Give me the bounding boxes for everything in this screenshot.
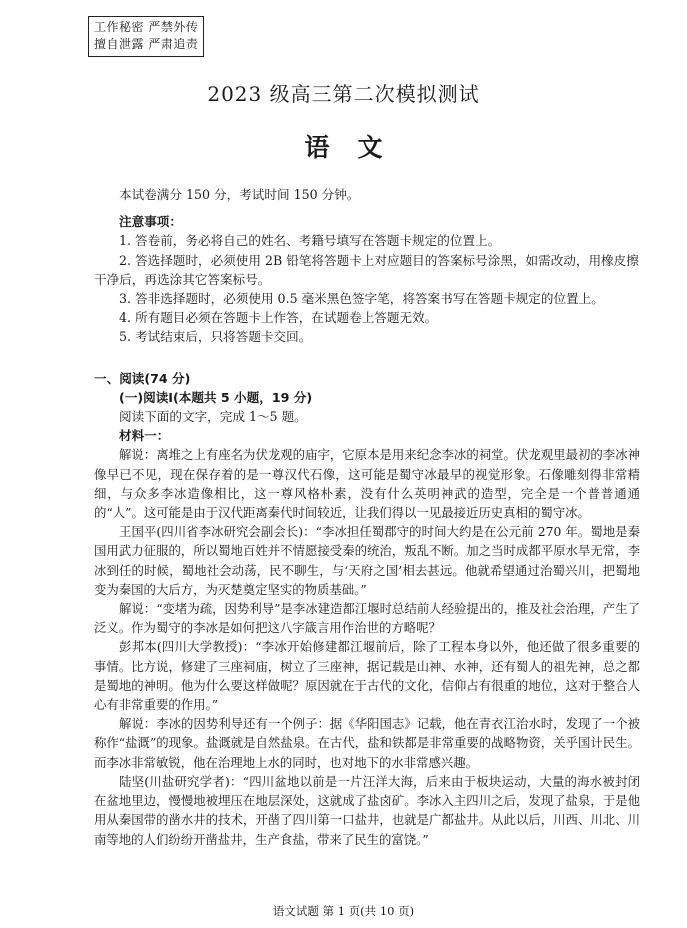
note-item: 1. 答卷前，务必将自己的姓名、考籍号填写在答题卡规定的位置上。 [119, 233, 501, 249]
material-paragraph: 王国平(四川省李冰研究会副会长)：“李冰担任蜀郡守的时间大约是在公元前 270 年。蜀地是秦国用武力征服的，所以蜀地百姓并不情愿接受秦的统治，叛乱不断。加之当时成都平原水旱无常，李冰到任的时候，蜀地社会动荡，民不聊生，与‘天府之国’相去甚远。他就希望通过治蜀兴川，把蜀地变为秦国的大后方，为灭楚奠定坚实的物质基础。” [94, 524, 640, 597]
notes-heading: 注意事项： [119, 214, 182, 230]
exam-intro: 本试卷满分 150 分，考试时间 150 分钟。 [119, 187, 360, 202]
note-item: 2. 答选择题时，必须使用 2B 铅笔将答题卡上对应题目的答案标号涂黑，如需改动，用橡皮擦干净后，再选涂其它答案标号。 [94, 252, 639, 287]
note-item: 3. 答非选择题时，必须使用 0.5 毫米黑色签字笔，将答案书写在答题卡规定的位置上。 [119, 291, 604, 307]
page-footer: 语文试题 第 1 页(共 10 页) [272, 904, 415, 918]
subject-title: 语文 [304, 133, 411, 162]
material-paragraph: 彭邦本(四川大学教授)：“李冰开始修建都江堰前后，除了工程本身以外，他还做了很多重要的事情。比方说，修建了三座祠庙，树立了三座神，据记载是山神、水神，还有蜀人的祖先神，总之都是蜀地的神明。他为什么要这样做呢？原因就在于古代的文化，信仰占有很重的地位，这对于整合人心有非常重要的作用。” [94, 639, 640, 713]
reading-instruction: 阅读下面的文字，完成 1～5 题。 [119, 409, 307, 425]
note-item: 5. 考试结束后，只将答题卡交回。 [119, 329, 312, 345]
subsection-heading: (一)阅读Ⅰ(本题共 5 小题，19 分) [119, 389, 313, 405]
page-content [94, 185, 640, 849]
section-heading: 一、阅读(74 分) [94, 370, 191, 386]
note-item: 4. 所有题目必须在答题卡上作答，在试题卷上答题无效。 [119, 310, 438, 326]
stamp-line-2: 擅自泄露 严肃追责 [94, 37, 199, 51]
material-paragraph: 陆坚(川盐研究学者)：“四川盆地以前是一片汪洋大海，后来由于板块运动，大量的海水被封闭在盆地里边，慢慢地被埋压在地层深处，这就成了盐卤矿。李冰入主四川之后，发现了盐泉，于是他用从秦国带的凿水井的技术，开凿了四川第一口盐井，也就是广都盐井。从此以后，川西、川北、川南等地的人们纷纷开凿盐井，生产食盐，带来了民生的富饶。” [94, 773, 640, 847]
material-paragraph: 解说：李冰的因势利导还有一个例子：据《华阳国志》记载，他在青衣江治水时，发现了一个被称作“盐溉”的现象。盐溉就是自然盐泉。在古代，盐和铁都是非常重要的战略物资，关乎国计民生。而李冰非常敏锐，他在治理地上水的同时，也对地下的水非常感兴趣。 [94, 716, 640, 770]
confidentiality-stamp [88, 16, 204, 57]
material-paragraph: 解说：“变堵为疏，因势利导”是李冰建造都江堰时总结前人经验提出的，推及社会治理，产生了泛义。作为蜀守的李冰是如何把这八字箴言用作治世的方略呢？ [94, 601, 640, 636]
material-label: 材料一： [119, 428, 170, 444]
material-paragraph: 解说：离堆之上有座名为伏龙观的庙宇，它原本是用来纪念李冰的祠堂。伏龙观里最初的李冰神像早已不见，现在保存着的是一尊汉代石像，这可能是蜀守冰最早的视觉形象。石像雕刻得非常精细，与众多李冰造像相比，这一尊风格朴素，没有什么英明神武的造型，完全是一个普普通通的“人”。这可能是由于汉代距离秦代时间较近，让我们得以一见最接近历史真相的蜀守冰。 [94, 447, 640, 521]
material-text [94, 445, 640, 848]
exam-title: 2023 级高三第二次模拟测试 [207, 82, 480, 106]
stamp-line-1: 工作秘密 严禁外传 [94, 20, 199, 34]
